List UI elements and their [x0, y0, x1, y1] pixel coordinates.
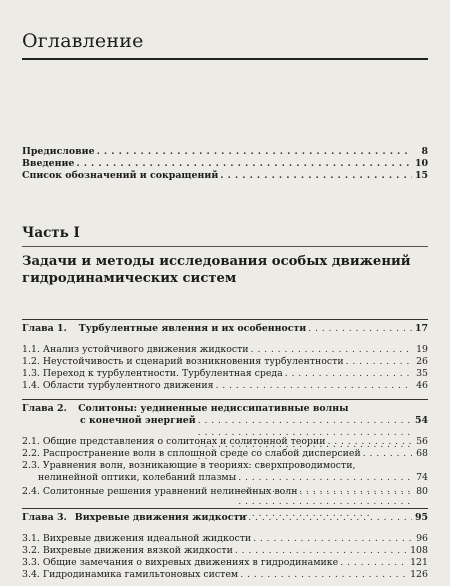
leader-dots	[285, 368, 412, 380]
section-page: 108	[410, 545, 428, 556]
toc-section[interactable]	[22, 569, 428, 581]
leader-dots	[97, 146, 412, 158]
section-title: 3.4. Гидродинамика гамильтоновых систем	[22, 569, 239, 580]
chapter-label: Глава 3.	[22, 512, 67, 523]
leader-dots	[328, 436, 412, 448]
toc-chapter-1[interactable]	[22, 323, 428, 335]
leader-dots	[346, 356, 412, 368]
chapter-page: 17	[414, 323, 428, 334]
toc-entry-introduction[interactable]	[22, 158, 428, 170]
toc-section[interactable]	[22, 436, 428, 448]
section-title: 3.3. Общие замечания о вихревых движениях в гидродинамике	[22, 557, 339, 568]
leader-dots	[216, 380, 412, 392]
chapter-title-cont: с конечной энергией	[80, 415, 196, 426]
leader-dots	[248, 512, 412, 524]
leader-dots	[363, 448, 412, 460]
section-title: 1.2. Неустойчивость и сценарий возникновения турбулентности	[22, 356, 344, 367]
entry-title: Предисловие	[22, 146, 95, 157]
toc-section[interactable]	[22, 344, 428, 356]
section-title-cont: нелинейной оптики, колебаний плазмы	[38, 472, 237, 483]
section-title: 1.4. Области турбулентного движения	[22, 380, 214, 391]
chapter-label: Глава 1.	[22, 323, 67, 334]
entry-title: Введение	[22, 158, 75, 169]
section-title: 2.1. Общие представления о солитонах и солитонной теории	[22, 436, 326, 447]
leader-dots	[251, 344, 412, 356]
section-page: 80	[416, 486, 428, 497]
leader-dots	[220, 170, 412, 182]
part-subtitle: Задачи и методы исследования особых движений гидродинамических систем	[22, 254, 411, 286]
chapter-label: Глава 2.	[22, 403, 67, 414]
entry-page: 15	[414, 170, 428, 181]
entry-page: 8	[421, 146, 428, 157]
toc-section[interactable]	[22, 356, 428, 368]
section-title: 3.2. Вихревые движения вязкой жидкости	[22, 545, 233, 556]
section-title: 3.1. Вихревые движения идеальной жидкости	[22, 533, 252, 544]
chapter-rule	[22, 399, 428, 400]
section-title: 2.4. Солитонные решения уравнений нелинейных волн	[22, 486, 298, 497]
leader-dots	[299, 486, 412, 498]
chapter-rule	[22, 508, 428, 509]
toc-section[interactable]	[22, 368, 428, 380]
section-title: 1.1. Анализ устойчивого движения жидкости	[22, 344, 249, 355]
section-page: 35	[416, 368, 428, 379]
toc-section[interactable]	[22, 557, 428, 569]
part-title: Часть I	[22, 225, 80, 241]
section-page: 74	[416, 472, 428, 483]
leader-dots	[235, 545, 408, 557]
toc-entry-notation[interactable]	[22, 170, 428, 182]
section-page: 56	[416, 436, 428, 447]
toc-chapter-3[interactable]	[22, 512, 428, 524]
section-page: 46	[416, 380, 428, 391]
section-title: 2.2. Распространение волн в сплошной среде со слабой дисперсией	[22, 448, 361, 459]
entry-title: Список обозначений и сокращений	[22, 170, 219, 181]
section-page: 26	[416, 356, 428, 367]
toc-section[interactable]	[22, 380, 428, 392]
toc-section[interactable]	[22, 533, 428, 545]
chapter-page: 54	[414, 415, 428, 426]
leader-dots	[308, 323, 412, 335]
toc-section[interactable]	[22, 545, 428, 557]
chapter-rule	[22, 319, 428, 320]
section-page: 68	[416, 448, 428, 459]
section-title: 2.3. Уравнения волн, возникающие в теориях: сверхпроводимости,	[22, 460, 356, 471]
section-page: 121	[410, 557, 428, 568]
leader-dots	[240, 569, 408, 581]
chapter-title: Турбулентные явления и их особенности	[78, 323, 307, 334]
chapter-title: Вихревые движения жидкости	[74, 512, 247, 523]
toc-section[interactable]	[22, 448, 428, 460]
title-rule	[22, 58, 428, 60]
leader-dots	[253, 533, 412, 545]
entry-page: 10	[414, 158, 428, 169]
section-page: 19	[416, 344, 428, 355]
page-title: Оглавление	[22, 30, 144, 52]
leader-dots	[340, 557, 408, 569]
toc-entry-preface[interactable]	[22, 146, 428, 158]
section-page: 96	[416, 533, 428, 544]
part-rule	[22, 246, 428, 247]
chapter-title: Солитоны: уединенные недиссипативные волны	[78, 403, 349, 414]
toc-section[interactable]	[22, 486, 428, 498]
section-page: 126	[410, 569, 428, 580]
chapter-page: 95	[414, 512, 428, 523]
section-title: 1.3. Переход к турбулентности. Турбулентная среда	[22, 368, 283, 379]
leader-dots	[76, 158, 412, 170]
